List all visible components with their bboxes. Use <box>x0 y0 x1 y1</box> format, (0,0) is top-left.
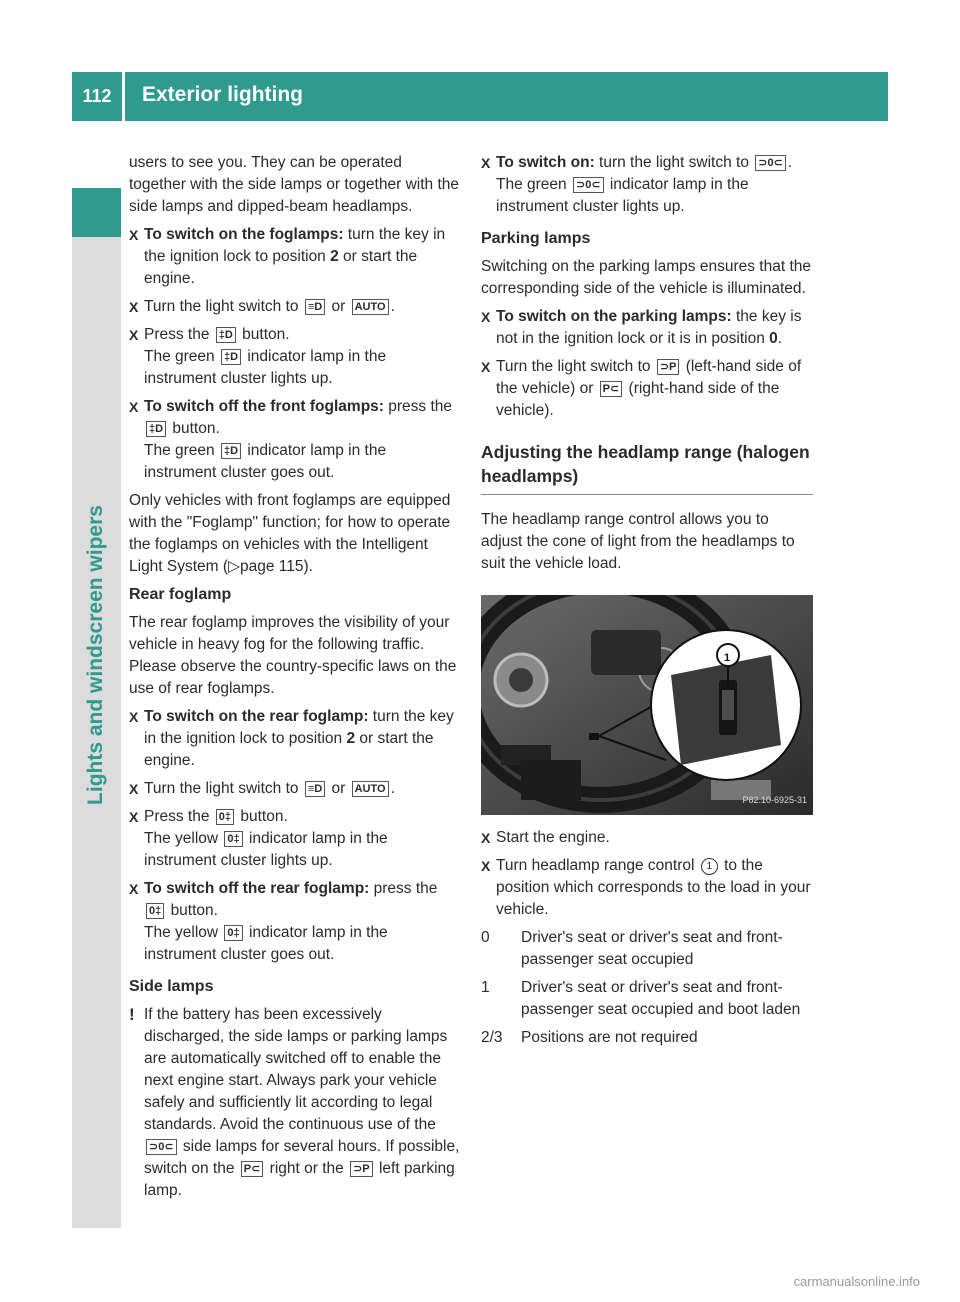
headlamp-range-heading: Adjusting the headlamp range (halogen headlamps) <box>481 440 813 495</box>
left-column <box>129 152 461 1208</box>
step-fog-off: X To switch off the front foglamps: press the ‡D button. The green ‡D indicator lamp in the instrument cluster goes out. <box>129 396 461 484</box>
step-rear-on: X To switch on the rear foglamp: turn the key in the ignition lock to position 2 or start the engine. <box>129 706 461 772</box>
photo-code: P82.10-6925-31 <box>742 795 807 805</box>
parking-lamps-heading: Parking lamps <box>481 230 591 247</box>
step-turn-switch-rear: X Turn the light switch to ≡D or AUTO . <box>129 778 461 800</box>
step-arrow-icon <box>129 806 138 829</box>
low-beam-icon: ≡D <box>305 781 325 797</box>
side-lamps-icon: ⊃0⊂ <box>755 155 786 171</box>
step-parking-turn: X Turn the light switch to ⊃P (left-hand side of the vehicle) or P⊂ (right-hand side of the vehicle). <box>481 356 813 422</box>
step-arrow-icon <box>129 224 138 247</box>
step-turn-range: X Turn headlamp range control 1 to the position which corresponds to the load in your vehicle. <box>481 855 813 921</box>
foglamp-icon: ‡D <box>216 327 236 343</box>
step-arrow-icon <box>129 396 138 419</box>
headlamp-range-photo <box>481 595 813 815</box>
step-arrow-icon <box>481 827 490 850</box>
rear-foglamp-intro: The rear foglamp improves the visibility of your vehicle in heavy fog for the following traffic. Please observe the country-specific laws on the use of rear foglamps. <box>129 614 457 697</box>
step-arrow-icon <box>129 778 138 801</box>
legend-row: 2/3 Positions are not required <box>481 1029 698 1046</box>
park-left-icon: ⊃P <box>350 1161 373 1177</box>
low-beam-icon: ≡D <box>305 299 325 315</box>
side-tab-marker <box>72 188 121 237</box>
callout-circle: 1 <box>701 858 718 875</box>
page-ref-arrow-icon: ▷ <box>228 558 240 575</box>
callout-number: 1 <box>724 652 731 664</box>
intro-paragraph: users to see you. They can be operated together with the side lamps or together with the side lamps and dipped-beam headlamps. <box>129 154 459 215</box>
step-press-fog: X Press the ‡D button. The green ‡D indicator lamp in the instrument cluster lights up. <box>129 324 461 390</box>
step-arrow-icon <box>129 878 138 901</box>
warning-icon: ! <box>129 1005 135 1024</box>
legend-row: 0 Driver's seat or driver's seat and front-passenger seat occupied <box>481 929 783 968</box>
step-arrow-icon <box>129 706 138 729</box>
header-bar <box>72 72 888 121</box>
battery-warning: ! If the battery has been excessively discharged, the side lamps or parking lamps are automatically switched off to enable the next engine start. Always park your vehicle safely and sufficiently lit according to legal standards. Avoid the continuous use of the ⊃0⊂ side lamps for several hours. If possible, switch on the P⊂ right or the ⊃P left parking lamp. <box>129 1005 460 1199</box>
step-arrow-icon <box>481 306 490 329</box>
rear-foglamp-heading: Rear foglamp <box>129 586 232 603</box>
footer-watermark: carmanualsonline.info <box>793 1274 920 1289</box>
step-turn-switch: X Turn the light switch to ≡D or AUTO . <box>129 296 461 318</box>
step-parking-on: X To switch on the parking lamps: the key is not in the ignition lock or it is in position 0. <box>481 306 813 350</box>
legend-row: 1 Driver's seat or driver's seat and front-passenger seat occupied and boot laden <box>481 979 801 1018</box>
dashboard-illustration <box>481 595 813 815</box>
side-lamps-icon: ⊃0⊂ <box>573 177 604 193</box>
rear-foglamp-icon: 0‡ <box>224 925 242 941</box>
step-side-on: X To switch on: turn the light switch to ⊃0⊂ . The green ⊃0⊂ indicator lamp in the instrument cluster lights up. <box>481 152 813 218</box>
rear-foglamp-icon: 0‡ <box>224 831 242 847</box>
step-press-rear-fog: X Press the 0‡ button. The yellow 0‡ indicator lamp in the instrument cluster lights up. <box>129 806 461 872</box>
step-start-engine: X Start the engine. <box>481 827 813 849</box>
headlamp-range-intro: The headlamp range control allows you to adjust the cone of light from the headlamps to suit the vehicle load. <box>481 511 795 572</box>
step-arrow-icon <box>129 296 138 319</box>
position-legend <box>481 927 813 1049</box>
auto-icon: AUTO <box>352 781 389 797</box>
foglamp-icon: ‡D <box>221 443 241 459</box>
foglamp-icon: ‡D <box>221 349 241 365</box>
park-right-icon: P⊂ <box>241 1161 264 1177</box>
foglamp-icon: ‡D <box>146 421 166 437</box>
park-right-icon: P⊂ <box>600 381 623 397</box>
side-lamps-heading: Side lamps <box>129 978 214 995</box>
step-arrow-icon <box>481 152 490 175</box>
step-arrow-icon <box>481 356 490 379</box>
page-ref-link[interactable]: page 115 <box>239 558 304 575</box>
step-rear-off: X To switch off the rear foglamp: press the 0‡ button. The yellow 0‡ indicator lamp in the instrument cluster goes out. <box>129 878 461 966</box>
side-lamps-icon: ⊃0⊂ <box>146 1139 177 1155</box>
rear-foglamp-icon: 0‡ <box>146 903 164 919</box>
auto-icon: AUTO <box>352 299 389 315</box>
step-arrow-icon <box>129 324 138 347</box>
parking-lamps-intro: Switching on the parking lamps ensures that the corresponding side of the vehicle is illuminated. <box>481 258 811 297</box>
step-fog-on: X To switch on the foglamps: turn the key in the ignition lock to position 2 or start the engine. <box>129 224 461 290</box>
foglamp-note: Only vehicles with front foglamps are equipped with the "Foglamp" function; for how to operate the foglamps on vehicles with the Intelligent Light System (▷page 115). <box>129 492 451 575</box>
header-divider <box>122 72 125 121</box>
rear-foglamp-icon: 0‡ <box>216 809 234 825</box>
park-left-icon: ⊃P <box>657 359 680 375</box>
right-column <box>481 152 813 1049</box>
step-arrow-icon <box>481 855 490 878</box>
section-title: Exterior lighting <box>142 83 304 106</box>
page-number: 112 <box>82 86 112 106</box>
